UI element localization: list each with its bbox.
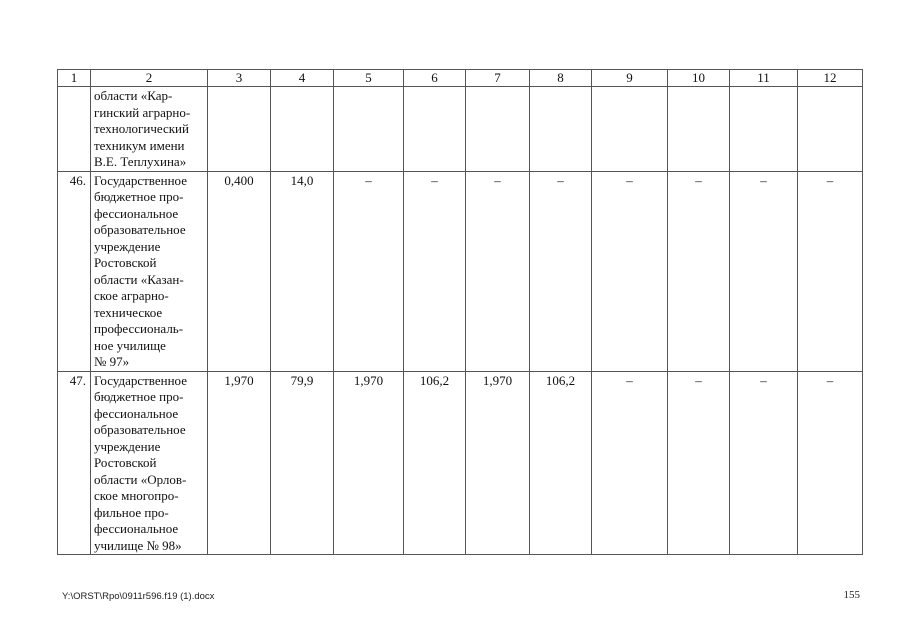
value-cell bbox=[208, 87, 271, 172]
column-header: 6 bbox=[404, 70, 466, 87]
value-cell: 0,400 bbox=[208, 171, 271, 371]
column-header: 10 bbox=[668, 70, 730, 87]
value-cell: – bbox=[798, 171, 863, 371]
table-row bbox=[58, 171, 863, 371]
table-row bbox=[58, 371, 863, 555]
column-header: 7 bbox=[466, 70, 530, 87]
value-cell: 1,970 bbox=[208, 371, 271, 555]
value-cell: 14,0 bbox=[271, 171, 334, 371]
value-cell: – bbox=[668, 371, 730, 555]
table-body bbox=[58, 87, 863, 555]
row-number: 47. bbox=[58, 371, 91, 555]
value-cell: – bbox=[334, 171, 404, 371]
column-header: 8 bbox=[530, 70, 592, 87]
value-cell: 1,970 bbox=[466, 371, 530, 555]
value-cell: – bbox=[592, 171, 668, 371]
value-cell: – bbox=[404, 171, 466, 371]
value-cell bbox=[530, 87, 592, 172]
value-cell: – bbox=[730, 371, 798, 555]
value-cell bbox=[466, 87, 530, 172]
column-header: 11 bbox=[730, 70, 798, 87]
column-header: 4 bbox=[271, 70, 334, 87]
table-row bbox=[58, 87, 863, 172]
column-header: 5 bbox=[334, 70, 404, 87]
value-cell: – bbox=[798, 371, 863, 555]
page-number: 155 bbox=[843, 589, 860, 601]
value-cell bbox=[271, 87, 334, 172]
value-cell: 106,2 bbox=[530, 371, 592, 555]
column-header: 9 bbox=[592, 70, 668, 87]
column-header: 1 bbox=[58, 70, 91, 87]
value-cell: – bbox=[730, 171, 798, 371]
row-number bbox=[58, 87, 91, 172]
table-header-row bbox=[58, 70, 863, 87]
institution-name: Государственное бюджетное про- фессиональное образовательное учреждение Ростовской области «Орлов- ское многопро- фильное про- фессиональное училище № 98» bbox=[91, 371, 208, 555]
value-cell: – bbox=[530, 171, 592, 371]
value-cell bbox=[798, 87, 863, 172]
value-cell bbox=[592, 87, 668, 172]
value-cell: – bbox=[466, 171, 530, 371]
column-header: 2 bbox=[91, 70, 208, 87]
data-table bbox=[57, 69, 863, 555]
column-header: 3 bbox=[208, 70, 271, 87]
value-cell bbox=[404, 87, 466, 172]
value-cell: 106,2 bbox=[404, 371, 466, 555]
footer-file-path: Y:\ORST\Rpo\0911r596.f19 (1).docx bbox=[62, 591, 215, 602]
institution-name: области «Кар- гинский аграрно- технологический техникум имени В.Е. Теплухина» bbox=[91, 87, 208, 172]
row-number: 46. bbox=[58, 171, 91, 371]
value-cell: 1,970 bbox=[334, 371, 404, 555]
value-cell bbox=[334, 87, 404, 172]
value-cell: – bbox=[668, 171, 730, 371]
column-header: 12 bbox=[798, 70, 863, 87]
value-cell bbox=[730, 87, 798, 172]
value-cell bbox=[668, 87, 730, 172]
institution-name: Государственное бюджетное про- фессиональное образовательное учреждение Ростовской области «Казан- ское аграрно- техническое профессиональ- ное училище № 97» bbox=[91, 171, 208, 371]
value-cell: 79,9 bbox=[271, 371, 334, 555]
value-cell: – bbox=[592, 371, 668, 555]
